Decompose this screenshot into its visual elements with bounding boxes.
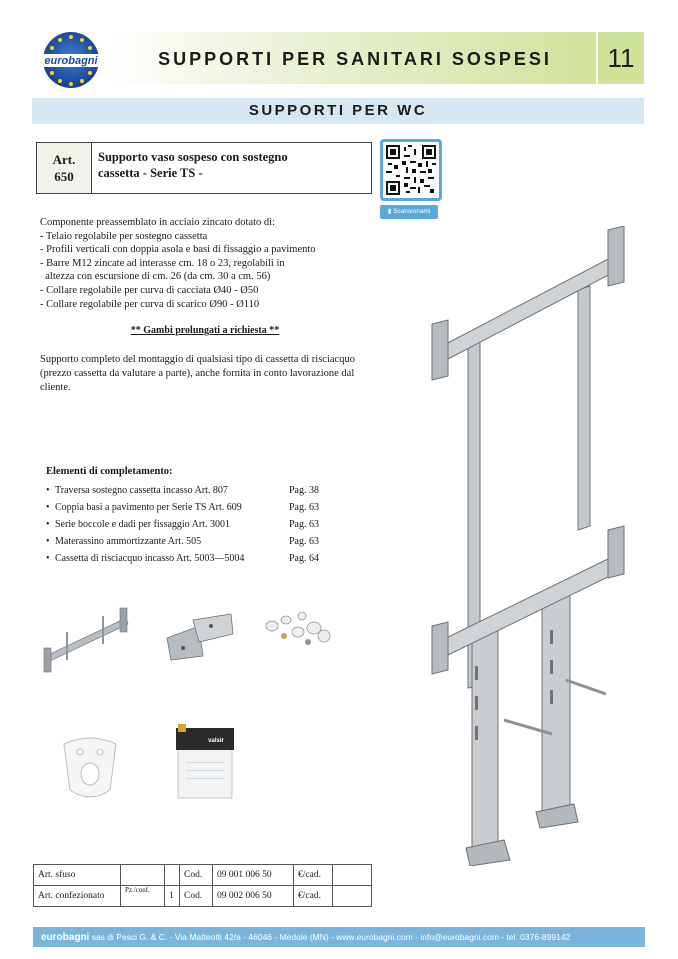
footer-brand: eurobagni (41, 932, 90, 943)
desc-line: Componente preassemblato in acciaio zincato dotato di: (40, 217, 276, 228)
table-row: Art. sfuso Cod. 09 001 006 50 €/cad. (34, 865, 372, 886)
header-title: SUPPORTI PER SANITARI SOSPESI (158, 49, 552, 69)
list-item: • Serie boccole e dadi per fissaggio Art. 3001 Pag. 63 (46, 519, 319, 530)
extension-note: ** Gambi prolungati a richiesta ** (130, 325, 280, 336)
qr-code-icon (386, 145, 436, 195)
eurobagni-logo (34, 30, 108, 90)
row-label: Art. sfuso (34, 865, 121, 886)
description (40, 216, 370, 311)
list-item: • Traversa sostegno cassetta incasso Art. 807 Pag. 38 (46, 485, 319, 496)
section-title: SUPPORTI PER WC (248, 102, 428, 119)
crossbar-image (42, 604, 130, 674)
desc-line: altezza con escursione di cm. 26 (da cm. 30 a cm. 56) (40, 271, 271, 283)
svg-text:eurobagni: eurobagni (44, 55, 98, 67)
article-code: 650 (54, 169, 74, 184)
price-table (33, 864, 372, 907)
page-number: 11 (596, 32, 644, 84)
list-item: • Materassino ammortizzante Art. 505 Pag. 63 (46, 536, 319, 547)
list-item: • Coppia basi a pavimento per Serie TS Art. 609 Pag. 63 (46, 502, 319, 513)
product-code: 09 001 006 50 (213, 865, 294, 886)
article-box (36, 142, 372, 194)
footer (33, 927, 645, 947)
desc-line: - Barre M12 zincate ad interasse cm. 18 o 23, regolabili in (40, 257, 285, 269)
list-item: • Cassetta di risciacquo incasso Art. 5003—5004 Pag. 64 (46, 553, 319, 564)
desc-line: - Collare regolabile per curva di scarico Ø90 - Ø110 (40, 298, 260, 310)
elements-title: Elementi di completamento: (46, 466, 173, 477)
article-name-line2: cassetta - Serie TS - (98, 166, 203, 180)
scan-button[interactable]: ▮ Scansionami (380, 205, 438, 219)
footer-text: sas di Pesci G. & C. - Via Matteotti 42/a - 46046 - Medole (MN) - www.eurobagni.com - info@eurobagni.com - tel. 0376-899142 (91, 932, 571, 942)
scan-button-label: Scansionami (393, 208, 431, 215)
price-cell (333, 886, 372, 907)
price-cell (333, 865, 372, 886)
qr-code[interactable] (380, 139, 442, 201)
product-code: 09 002 006 50 (213, 886, 294, 907)
floor-base-image (163, 612, 237, 662)
desc-line: - Telaio regolabile per sostegno cassetta (40, 230, 208, 242)
row-label: Art. confezionato (34, 886, 121, 907)
article-code-cell (37, 143, 92, 193)
description-paragraph: Supporto completo del montaggio di qualsiasi tipo di cassetta di risciacquo (prezzo cassetta da valutare a parte), anche fornita in conto lavorazione dal cliente. (40, 354, 355, 393)
article-name-line1: Supporto vaso sospeso con sostegno (98, 150, 288, 164)
desc-line: - Profili verticali con doppia asola e basi di fissaggio a pavimento (40, 244, 316, 256)
cistern-image (174, 722, 236, 802)
article-label: Art. (52, 152, 76, 167)
table-row: Art. confezionato Pz./conf. 1 Cod. 09 002 006 50 €/cad. (34, 886, 372, 907)
cistern-brand: valsir (208, 738, 224, 744)
article-name-cell (92, 143, 371, 193)
elements-list (46, 482, 346, 567)
damping-mat-image (58, 730, 122, 806)
wc-support-frame-image (428, 226, 628, 866)
desc-line: - Collare regolabile per curva di cacciata Ø40 - Ø50 (40, 284, 259, 296)
bushings-nuts-image (262, 608, 334, 654)
